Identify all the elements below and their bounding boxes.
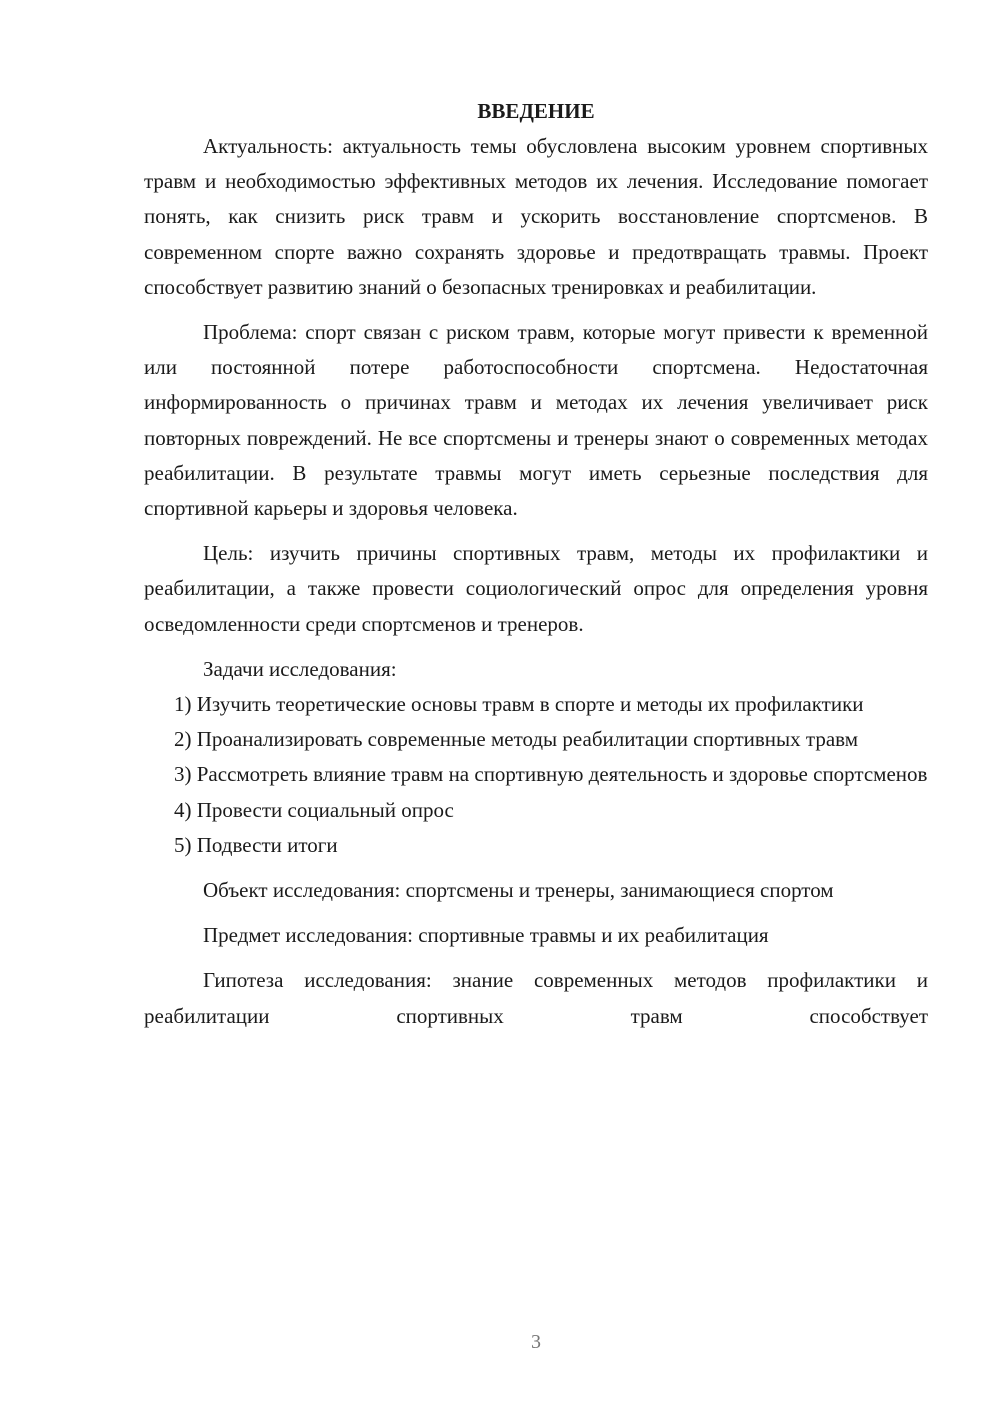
task-item-1: 1) Изучить теоретические основы травм в спорте и методы их профилактики [174,692,864,717]
paragraph-hypothesis: Гипотеза исследования: знание современных методов профилактики и реабилитации спортивных травм способствует [144,968,928,1028]
paragraph-object: Объект исследования: спортсмены и тренеры, занимающиеся спортом [203,878,834,903]
document-page [144,93,928,1034]
page-number: 3 [531,1331,541,1353]
paragraph-subject: Предмет исследования: спортивные травмы и их реабилитация [203,923,769,948]
paragraph-problem: Проблема: спорт связан с риском травм, которые могут привести к временной или постоянной потере работоспособности спортсмена. Недостаточная информированность о причинах травм и методах их лечения увеличивает риск повторных повреждений. Не все спортсмены и тренеры знают о современных методах реабилитации. В результате травмы могут иметь серьезные последствия для спортивной карьеры и здоровья человека. [144,320,928,521]
paragraph-relevance: Актуальность: актуальность темы обусловлена высоким уровнем спортивных травм и необходимостью эффективных методов их лечения. Исследование помогает понять, как снизить риск травм и ускорить восстановление спортсменов. В современном спорте важно сохранять здоровье и предотвращать травмы. Проект способствует развитию знаний о безопасных тренировках и реабилитации. [144,134,928,299]
task-item-5: 5) Подвести итоги [174,832,338,857]
document-title: ВВЕДЕНИЕ [477,99,595,123]
task-item-2: 2) Проанализировать современные методы реабилитации спортивных травм [174,727,858,752]
task-item-3: 3) Рассмотреть влияние травм на спортивную деятельность и здоровье спортсменов [174,762,928,787]
paragraph-goal: Цель: изучить причины спортивных травм, методы их профилактики и реабилитации, а также провести социологический опрос для определения уровня осведомленности среди спортсменов и тренеров. [144,541,928,636]
task-item-4: 4) Провести социальный опрос [174,797,454,822]
tasks-heading: Задачи исследования: [203,656,397,681]
